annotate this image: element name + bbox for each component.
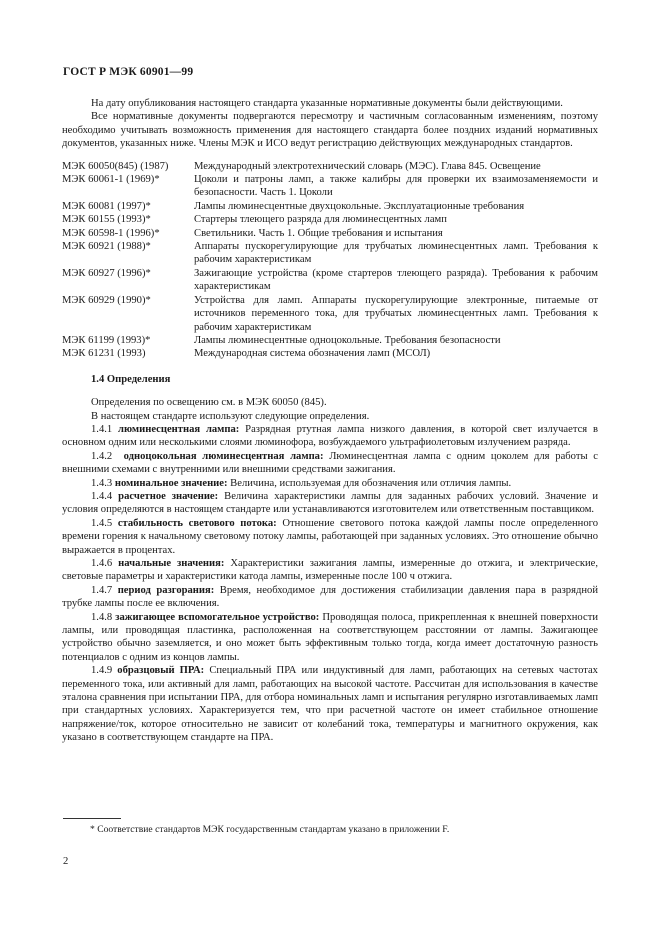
definition-number: 1.4.4: [91, 490, 113, 502]
definition-1-4-1: [62, 423, 598, 450]
definition-term: номинальное значение:: [114, 477, 228, 489]
reference-code: МЭК 60081 (1997)*: [62, 200, 151, 212]
reference-code: МЭК 60927 (1996)*: [62, 267, 151, 279]
definition-number: 1.4.7: [91, 584, 113, 596]
definition-term: начальные значения:: [118, 558, 225, 569]
reference-title: Лампы люминесцентные двухцокольные. Эксплуатационные требования: [194, 200, 525, 212]
definition-number: 1.4.6: [91, 558, 113, 569]
definition-1-4-5: [62, 517, 598, 557]
definition-term: зажигающее вспомогательное устройство:: [115, 611, 320, 623]
definition-number: 1.4.1: [91, 423, 113, 435]
definition-text: Люминесцентная лампа с одним цоколем для работы с внешними схемами с внутренними или внешними средствами зажигания.: [62, 450, 598, 476]
page-content: [62, 97, 598, 745]
reference-item: [62, 213, 598, 226]
section-paragraph-2: В настоящем стандарте используют следующие определения.: [91, 410, 370, 422]
definition-1-4-6: [62, 557, 598, 584]
reference-item: [62, 294, 598, 334]
definition-term: расчетное значение:: [118, 490, 219, 502]
page-number: 2: [63, 856, 69, 867]
reference-item: [62, 347, 598, 360]
definition-text: Время, необходимое для достижения стабилизации давления пара в разрядной трубке лампы после ее включения.: [62, 584, 598, 610]
definition-term: период разгорания:: [117, 584, 215, 596]
definition-number: 1.4.3: [91, 477, 113, 489]
definition-text: Величина характеристики лампы для заданных рабочих условий. Значение и условия определяются в настоящем стандарте или устанавливаются изготовителем или ответственным поставщиком.: [62, 490, 599, 516]
definition-term: люминесцентная лампа:: [118, 423, 240, 435]
reference-item: [62, 227, 598, 240]
definition-number: 1.4.9: [91, 665, 113, 677]
definition-text: Разрядная ртутная лампа низкого давления, в которой свет излучается в основном одним или несколькими слоями люминофора, возбуждаемого ультрафиолетовым излучением разряда.: [62, 423, 598, 449]
definition-text: Характеристики зажигания лампы, измеренные до отжига, и электрические, световые параметры и характеристики катода лампы, измеренные после 100 ч отжига.: [62, 558, 598, 583]
section-paragraph-1: Определения по освещению см. в МЭК 60050 (845).: [91, 397, 327, 409]
reference-code: МЭК 61231 (1993): [62, 348, 146, 360]
reference-title: Международная система обозначения ламп (МСОЛ): [194, 348, 431, 360]
reference-title: Цоколи и патроны ламп, а также калибры для проверки их взаимозаменяемости и безопасности. Часть 1. Цоколи: [194, 174, 598, 199]
definition-number: 1.4.5: [91, 517, 113, 529]
reference-code: МЭК 61199 (1993)*: [62, 334, 151, 346]
definition-term: образцовый ПРА:: [117, 665, 205, 677]
definition-1-4-3: [62, 477, 598, 490]
definition-1-4-7: [62, 584, 598, 611]
definition-text: Величина, используемая для обозначения или отличия лампы.: [230, 477, 512, 489]
reference-title: Устройства для ламп. Аппараты пускорегулирующие электронные, питаемые от источников переменного тока, для трубчатых люминесцентных ламп. Требования к рабочим характеристикам: [194, 294, 598, 333]
reference-code: МЭК 60050(845) (1987): [62, 160, 169, 172]
footnote-separator: [63, 818, 121, 819]
definition-1-4-9: [62, 664, 598, 744]
reference-title: Зажигающие устройства (кроме стартеров тлеющего разряда). Требования к рабочим характеристикам: [194, 267, 598, 293]
definition-1-4-4: [62, 490, 598, 517]
intro-paragraph-2: Все нормативные документы подвергаются пересмотру и частичным согласованным изменениям, поэтому необходимо учитывать возможность применения для настоящего стандарта более поздних изданий нормативных документов, указанных ниже. Члены МЭК и ИСО ведут регистрацию действующих международных стандартов.: [62, 111, 598, 150]
reference-item: [62, 160, 598, 173]
reference-item: [62, 240, 598, 267]
reference-code: МЭК 60155 (1993)*: [62, 214, 151, 226]
reference-item: [62, 334, 598, 347]
footnote: * Соответствие стандартов МЭК государственным стандартам указано в приложении F.: [90, 824, 450, 835]
document-header: ГОСТ Р МЭК 60901—99: [63, 66, 194, 78]
reference-code: МЭК 60061-1 (1969)*: [62, 174, 160, 186]
reference-code: МЭК 60929 (1990)*: [62, 294, 151, 306]
definition-number: 1.4.8: [91, 611, 113, 623]
definition-number: 1.4.2: [91, 450, 113, 462]
definition-text: Отношение светового потока каждой лампы после определенного времени горения к начальному световому потоку лампы, работающей при заданных условиях. Это отношение обычно выражается в процентах.: [62, 517, 598, 556]
definition-text: Специальный ПРА или индуктивный для ламп, работающих на сетевых частотах переменного тока, или активный для ламп, работающих на высокой частоте. Рассчитан для использования в качестве эталона сравнения при испытании ПРА, для отбора номинальных ламп и испытания регулярно изготавливаемых ламп при стандартных условиях. Характеризуется тем, что при расчетной частоте он имеет стабильное отношение напряжение/ток, которое относительно не зависит от колебаний тока, температуры и магнитного окружения, как указано в соответствующем стандарте на ПРА.: [62, 665, 598, 744]
reference-item: [62, 200, 598, 213]
section-heading: 1.4 Определения: [91, 373, 171, 385]
reference-title: Светильники. Часть 1. Общие требования и испытания: [194, 227, 443, 239]
reference-item: [62, 173, 598, 200]
definition-text: Проводящая полоса, прикрепленная к внешней поверхности лампы, или проводящая пластинка, расположенная на соответствующем расстоянии от лампы. Зажигающее устройство обычно заземляется, и оно может быть эффективным только тогда, когда имеет достаточную разность потенциалов с одним из концов лампы.: [62, 611, 598, 663]
normative-references-list: [62, 160, 598, 361]
reference-code: МЭК 60921 (1988)*: [62, 241, 151, 253]
reference-title: Лампы люминесцентные одноцокольные. Требования безопасности: [194, 334, 501, 346]
definition-term: стабильность светового потока:: [117, 517, 277, 529]
reference-code: МЭК 60598-1 (1996)*: [62, 227, 160, 239]
reference-title: Стартеры тлеющего разряда для люминесцентных ламп: [194, 214, 447, 226]
reference-title: Аппараты пускорегулирующие для трубчатых люминесцентных ламп. Требования к рабочим характеристикам: [194, 241, 598, 266]
definition-1-4-8: [62, 611, 598, 665]
intro-paragraph-1: На дату опубликования настоящего стандарта указанные нормативные документы были действующими.: [91, 98, 563, 109]
definition-term: одноцокольная люминесцентная лампа:: [123, 450, 324, 462]
reference-item: [62, 267, 598, 294]
definition-1-4-2: [62, 450, 598, 477]
reference-title: Международный электротехнический словарь (МЭС). Глава 845. Освещение: [194, 160, 541, 172]
